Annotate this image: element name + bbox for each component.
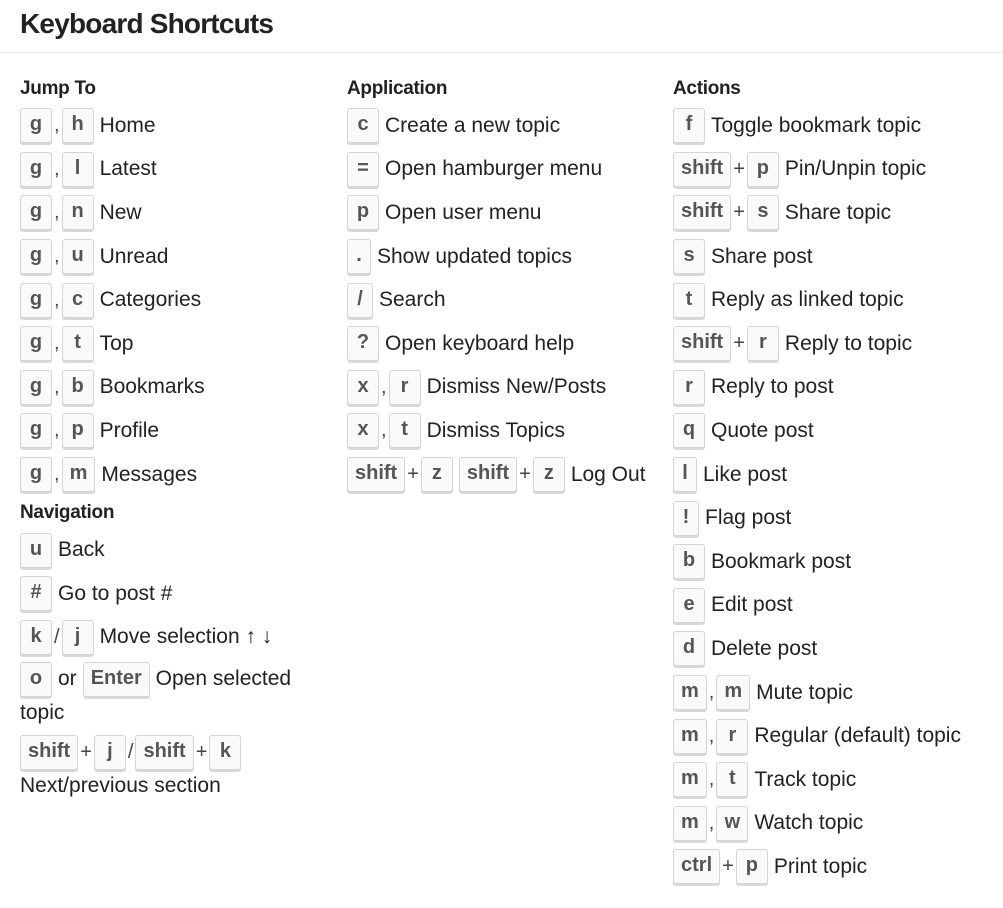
shortcut-description: Categories — [99, 288, 202, 312]
section-title-application: Application — [347, 78, 448, 99]
shortcut-row — [673, 235, 1003, 279]
shortcut-row — [673, 191, 1003, 235]
shortcut-row — [20, 572, 340, 616]
column-middle — [347, 76, 667, 496]
key-separator: + — [195, 741, 208, 764]
shortcut-row — [20, 659, 340, 732]
shortcut-description: Watch topic — [754, 811, 864, 835]
shortcut-row — [20, 322, 340, 366]
modal-header — [0, 0, 1003, 53]
key: x — [347, 413, 379, 448]
column-right — [673, 76, 1003, 889]
key-separator: + — [733, 157, 745, 180]
key-separator: + — [519, 463, 531, 486]
shortcut-row — [673, 671, 1003, 715]
key: g — [20, 457, 52, 492]
shortcut-row — [20, 191, 340, 235]
key: m — [673, 719, 707, 754]
key: g — [20, 370, 52, 405]
shortcut-description: Home — [99, 113, 156, 137]
shortcut-description: Pin/Unpin topic — [784, 157, 927, 181]
key: g — [20, 152, 52, 187]
key-separator: + — [407, 463, 419, 486]
key: . — [347, 239, 371, 274]
shortcut-description: Print topic — [773, 854, 868, 878]
shortcut-description: Profile — [99, 418, 160, 442]
shortcut-row — [347, 278, 667, 322]
key-separator: / — [127, 741, 134, 764]
shortcut-description: Track topic — [754, 767, 857, 791]
key: r — [389, 370, 421, 405]
shortcut-row — [673, 409, 1003, 453]
key: f — [673, 108, 705, 143]
key: z — [421, 457, 453, 492]
key: n — [62, 195, 94, 230]
shortcut-row — [673, 453, 1003, 497]
shortcut-description: Share topic — [784, 200, 892, 224]
key-separator: , — [54, 157, 60, 180]
shortcut-row — [673, 366, 1003, 410]
key: p — [62, 413, 94, 448]
key: l — [62, 152, 94, 187]
key-separator: , — [54, 463, 60, 486]
shortcut-row — [673, 714, 1003, 758]
shortcut-row — [673, 278, 1003, 322]
shortcut-description: Reply to post — [711, 375, 834, 399]
key: t — [62, 326, 94, 361]
key: c — [62, 283, 94, 318]
shortcut-row — [673, 584, 1003, 628]
shortcut-list-navigation — [20, 528, 340, 805]
key-separator: , — [381, 375, 387, 398]
key-separator: , — [708, 681, 715, 704]
shortcut-row — [673, 758, 1003, 802]
key: p — [736, 849, 768, 884]
shortcut-row — [20, 732, 340, 805]
key: j — [62, 620, 94, 655]
key: u — [62, 239, 94, 274]
shortcut-description: Open user menu — [385, 200, 542, 224]
shortcut-description: Share post — [711, 244, 813, 268]
key: o — [20, 662, 52, 697]
key: c — [347, 108, 379, 143]
key-separator: , — [54, 245, 60, 268]
key: d — [673, 631, 705, 666]
key-separator: + — [722, 855, 734, 878]
key: e — [673, 588, 705, 623]
shortcut-description: Search — [379, 288, 446, 312]
key: m — [716, 675, 750, 710]
shortcut-description: Quote post — [711, 418, 814, 442]
key-separator: + — [733, 201, 745, 224]
key-separator: + — [80, 741, 92, 764]
shortcut-description: Mute topic — [756, 680, 854, 704]
key: m — [62, 457, 96, 492]
column-left — [20, 76, 340, 805]
key-separator: , — [54, 332, 60, 355]
shortcut-row — [347, 235, 667, 279]
shortcut-list-jump-to — [20, 104, 340, 496]
shortcut-row — [673, 802, 1003, 846]
shortcut-row — [673, 540, 1003, 584]
shortcut-row — [20, 148, 340, 192]
shortcut-description: Move selection ↑ ↓ — [99, 625, 273, 649]
shortcut-row — [673, 148, 1003, 192]
shortcut-row — [347, 322, 667, 366]
key: r — [747, 326, 779, 361]
key: shift — [135, 735, 193, 770]
key-separator: or — [58, 667, 77, 691]
shortcut-row — [20, 616, 340, 660]
shortcut-description: Create a new topic — [385, 113, 561, 137]
shortcut-row — [347, 104, 667, 148]
shortcut-description: Bookmark post — [711, 549, 852, 573]
key-separator: , — [54, 288, 60, 311]
section-title-actions: Actions — [673, 78, 741, 99]
key: ctrl — [673, 849, 720, 884]
key: # — [20, 576, 52, 611]
key: r — [716, 719, 748, 754]
key: g — [20, 413, 52, 448]
key: r — [673, 370, 705, 405]
key: shift — [673, 195, 731, 230]
shortcut-row — [20, 235, 340, 279]
key: m — [673, 806, 707, 841]
key: shift — [347, 457, 405, 492]
shortcut-list-application — [347, 104, 667, 496]
shortcut-row — [20, 409, 340, 453]
key-separator: , — [54, 375, 60, 398]
key: q — [673, 413, 705, 448]
shortcut-description: Edit post — [711, 593, 793, 617]
shortcut-description: Messages — [101, 462, 198, 486]
shortcut-row — [347, 366, 667, 410]
shortcut-description: Log Out — [570, 462, 646, 486]
shortcut-row — [673, 627, 1003, 671]
shortcut-description: Next/previous section — [20, 774, 221, 798]
shortcut-description: Open keyboard help — [385, 331, 575, 355]
key: ? — [347, 326, 379, 361]
key: x — [347, 370, 379, 405]
key: p — [347, 195, 379, 230]
key: m — [673, 762, 707, 797]
key-separator: , — [54, 114, 60, 137]
shortcut-row — [20, 366, 340, 410]
key-separator: , — [381, 419, 387, 442]
shortcut-row — [20, 104, 340, 148]
key: u — [20, 533, 52, 568]
shortcut-row — [673, 104, 1003, 148]
key: b — [62, 370, 94, 405]
shortcut-description: Reply to topic — [784, 331, 913, 355]
shortcut-row — [673, 845, 1003, 889]
shortcut-row — [20, 528, 340, 572]
shortcut-description: Top — [99, 331, 134, 355]
key: m — [673, 675, 707, 710]
key: g — [20, 326, 52, 361]
shortcut-description: Open selected topic — [20, 667, 292, 725]
shortcut-description: Toggle bookmark topic — [711, 113, 922, 137]
shortcut-row — [20, 453, 340, 497]
key: l — [673, 457, 697, 492]
key: s — [747, 195, 779, 230]
shortcut-row — [20, 278, 340, 322]
key: g — [20, 239, 52, 274]
key-separator: + — [733, 332, 745, 355]
key-separator: , — [54, 201, 60, 224]
shortcut-row — [347, 453, 667, 497]
shortcut-description: Dismiss Topics — [426, 418, 566, 442]
key: shift — [20, 735, 78, 770]
key: t — [673, 283, 705, 318]
shortcut-description: New — [99, 200, 142, 224]
section-title-jump-to: Jump To — [20, 78, 96, 99]
shortcut-description: Go to post # — [58, 581, 173, 605]
key: shift — [459, 457, 517, 492]
shortcut-description: Open hamburger menu — [385, 157, 603, 181]
key: t — [716, 762, 748, 797]
shortcut-description: Bookmarks — [99, 375, 205, 399]
key: g — [20, 283, 52, 318]
key-separator: / — [54, 625, 60, 648]
shortcut-description: Regular (default) topic — [754, 724, 961, 748]
key-separator: , — [708, 724, 715, 747]
key: Enter — [83, 662, 150, 697]
shortcut-row — [347, 148, 667, 192]
shortcut-row — [673, 496, 1003, 540]
key: h — [62, 108, 94, 143]
key: j — [94, 735, 126, 770]
key: s — [673, 239, 705, 274]
key: k — [209, 735, 241, 770]
section-title-navigation: Navigation — [20, 502, 115, 524]
key-separator: , — [708, 768, 715, 791]
key: = — [347, 152, 379, 187]
key-separator: , — [708, 811, 715, 834]
page-title: Keyboard Shortcuts — [20, 8, 274, 39]
shortcut-list-actions — [673, 104, 1003, 889]
key: g — [20, 108, 52, 143]
key: w — [716, 806, 748, 841]
shortcut-row — [347, 191, 667, 235]
key-separator: , — [54, 419, 60, 442]
shortcut-description: Show updated topics — [377, 244, 572, 268]
key: ! — [673, 501, 699, 536]
shortcut-description: Like post — [703, 462, 788, 486]
key: t — [389, 413, 421, 448]
key: / — [347, 283, 373, 318]
shortcut-description: Unread — [99, 244, 169, 268]
shortcut-description: Reply as linked topic — [711, 288, 904, 312]
shortcut-description: Back — [58, 538, 105, 562]
key: g — [20, 195, 52, 230]
key: shift — [673, 326, 731, 361]
key: b — [673, 544, 705, 579]
key: z — [533, 457, 565, 492]
shortcut-row — [347, 409, 667, 453]
shortcut-row — [673, 322, 1003, 366]
shortcut-description: Latest — [99, 157, 157, 181]
key: k — [20, 620, 52, 655]
shortcut-description: Flag post — [705, 506, 792, 530]
key: shift — [673, 152, 731, 187]
shortcut-description: Delete post — [711, 636, 818, 660]
shortcut-description: Dismiss New/Posts — [426, 375, 607, 399]
key: p — [747, 152, 779, 187]
